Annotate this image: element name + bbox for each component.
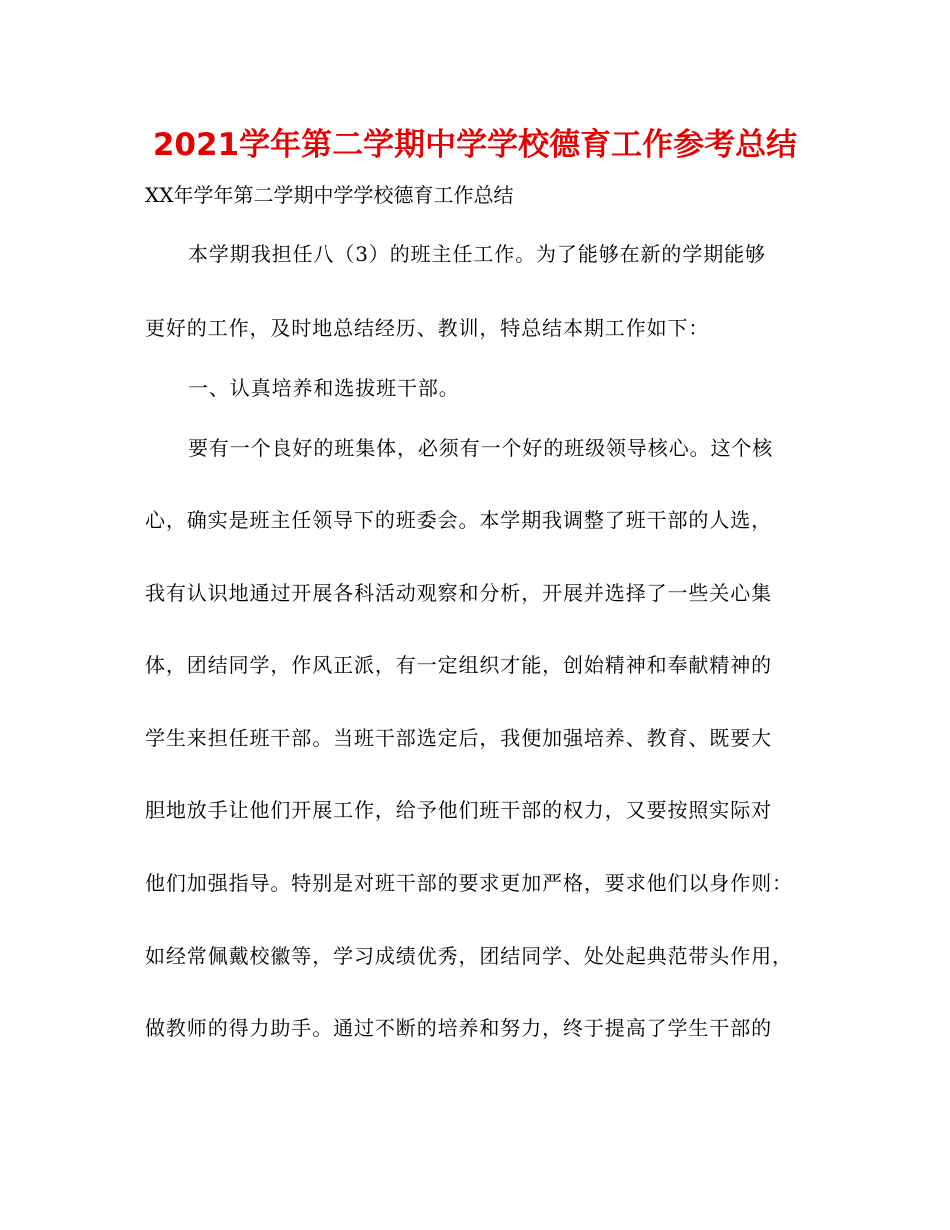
paragraph-line: 体，团结同学，作风正派，有一定组织才能，创始精神和奉献精神的 [145, 653, 772, 677]
paragraph-line: 做教师的得力助手。通过不断的培养和努力，终于提高了学生干部的 [145, 1016, 772, 1040]
paragraph-line: 要有一个良好的班集体，必须有一个好的班级领导核心。这个核 [188, 436, 774, 460]
paragraph-line: 本学期我担任八（3）的班主任工作。为了能够在新的学期能够 [188, 242, 766, 266]
document-title: 2021学年第二学期中学学校德育工作参考总结 [152, 127, 798, 163]
paragraph-line: 他们加强指导。特别是对班干部的要求更加严格，要求他们以身作则： [145, 871, 793, 895]
paragraph-line: 更好的工作，及时地总结经历、教训，特总结本期工作如下： [145, 316, 710, 340]
paragraph-line: 胆地放手让他们开展工作，给予他们班干部的权力，又要按照实际对 [145, 798, 772, 822]
paragraph-line: 心，确实是班主任领导下的班委会。本学期我调整了班干部的人选， [145, 508, 772, 532]
paragraph-line: 学生来担任班干部。当班干部选定后，我便加强培养、教育、既要大 [145, 726, 772, 750]
section-heading: 一、认真培养和选拔班干部。 [188, 376, 460, 400]
paragraph-line: 如经常佩戴校徽等，学习成绩优秀，团结同学、处处起典范带头作用， [145, 944, 793, 968]
document-subtitle: XX年学年第二学期中学学校德育工作总结 [145, 183, 514, 207]
paragraph-line: 我有认识地通过开展各科活动观察和分析，开展并选择了一些关心集 [145, 581, 772, 605]
